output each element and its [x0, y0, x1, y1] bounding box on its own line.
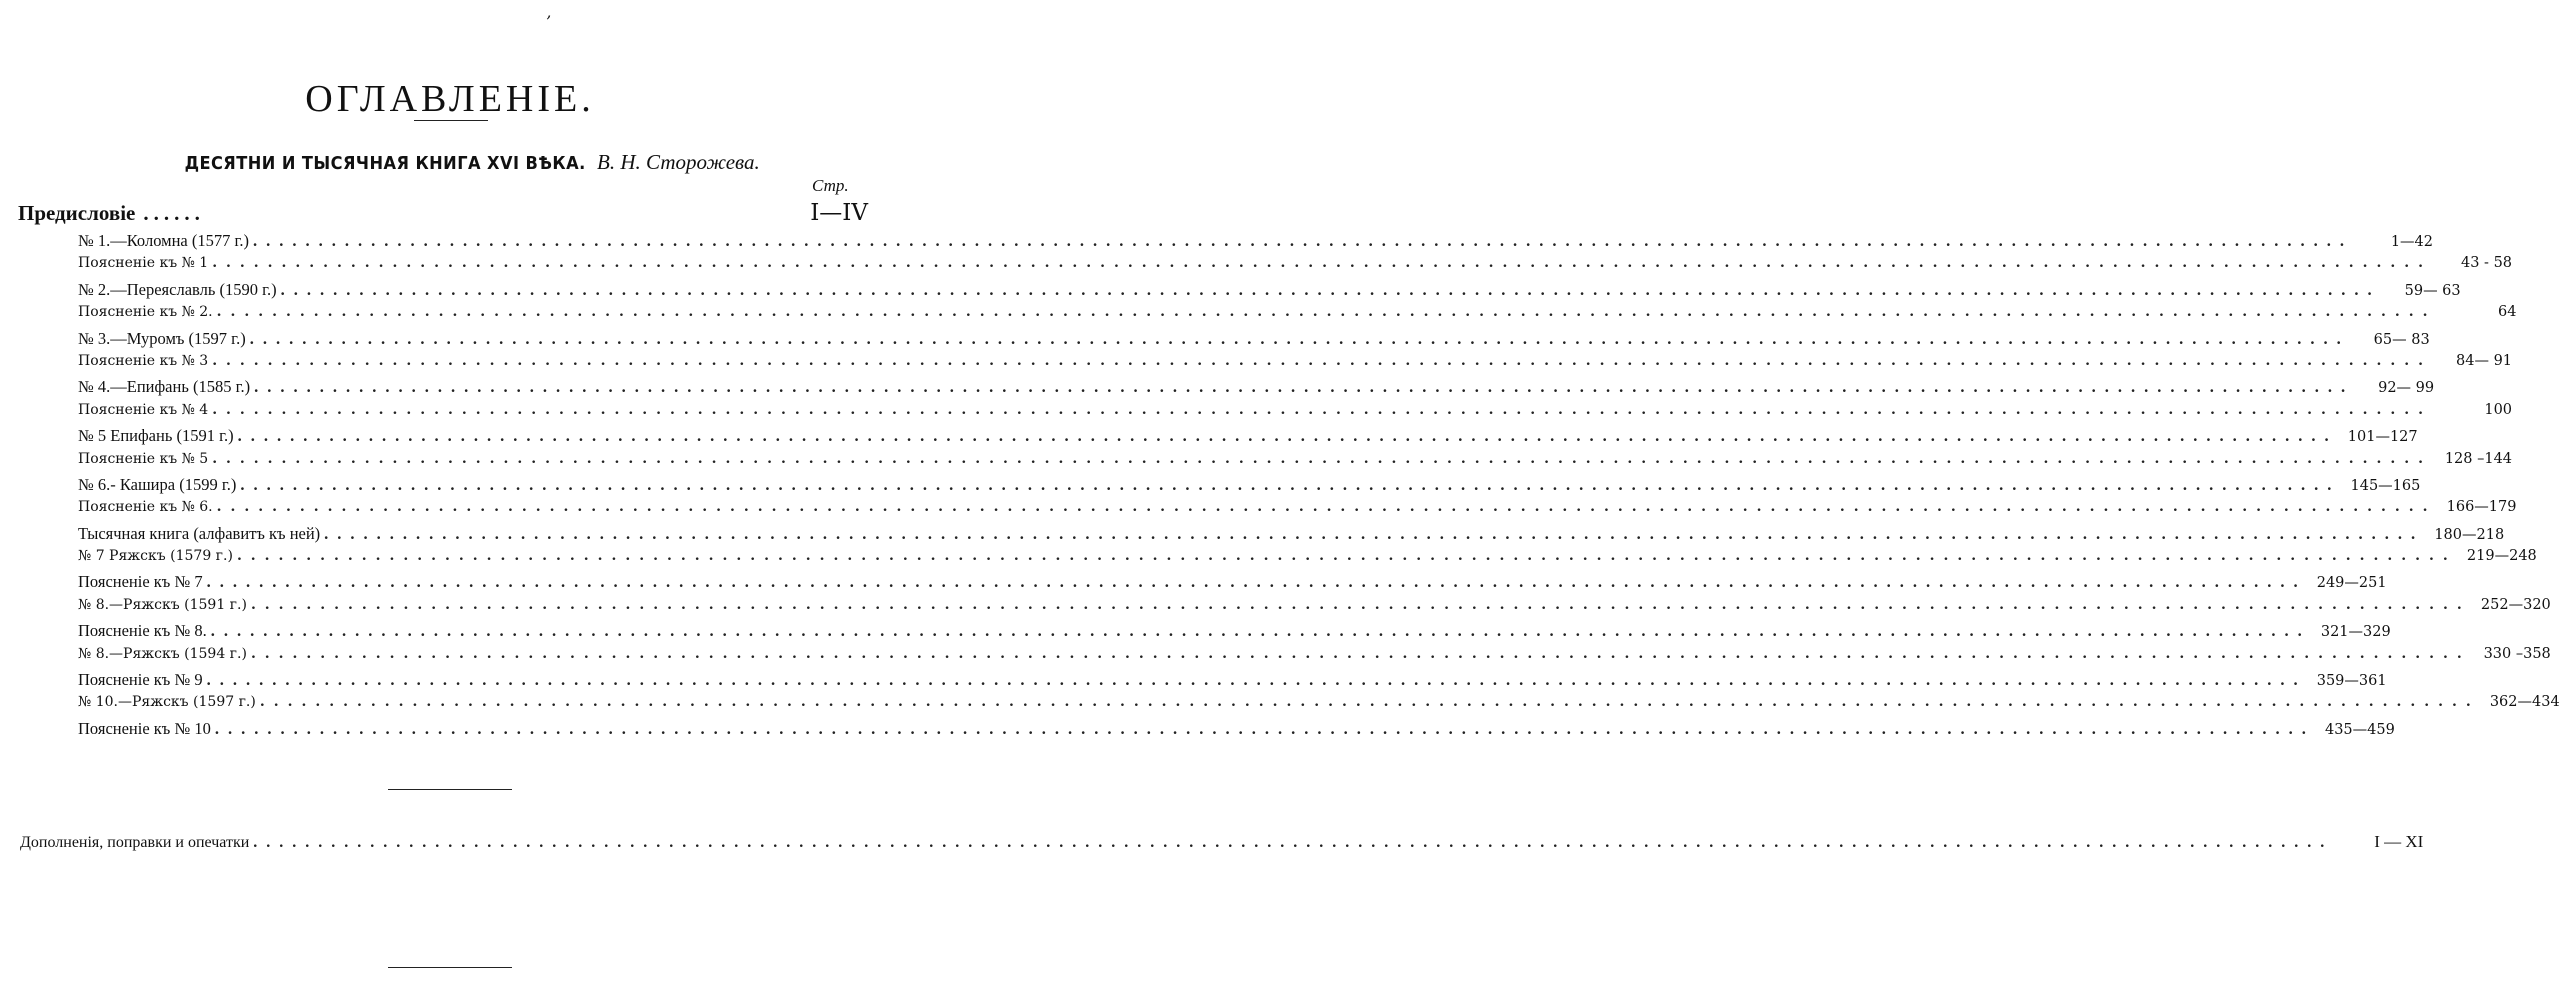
- preface-label: Предисловіе: [18, 201, 136, 225]
- bottom-rule: [388, 967, 512, 968]
- dot-leader: ................................................................................................................................................................: [212, 255, 2433, 272]
- toc-entry: [78, 352, 2513, 377]
- toc-entry: [78, 279, 2461, 304]
- toc-entry: [78, 328, 2430, 353]
- toc-entry: [78, 499, 2517, 523]
- toc-entry-pages: 1—42: [2390, 234, 2433, 250]
- addenda-pages: I — XI: [2374, 832, 2424, 851]
- toc-entry: [78, 450, 2513, 475]
- addenda-row: [20, 832, 2424, 852]
- dot-leader: ................................................................................................................................................................: [259, 694, 2480, 711]
- toc-entry: [78, 231, 2433, 255]
- toc-entry-pages: 330 –358: [2483, 645, 2551, 662]
- toc-entry-pages: 249—251: [2316, 575, 2387, 592]
- toc-entry-label: Поясненіе къ № 2.: [78, 304, 213, 321]
- toc-entry: [78, 304, 2517, 328]
- toc-entry: [78, 523, 2505, 548]
- toc-entry-label: № 10.—Ряжскъ (1597 г.): [78, 694, 256, 711]
- toc-entry-label: Поясненіе къ № 7: [78, 572, 203, 592]
- dot-leader: ................................................................................................................................................................: [250, 596, 2471, 613]
- dot-leader: ................................................................................................................................................................: [280, 279, 2381, 299]
- toc-entry: [78, 621, 2391, 645]
- toc-entry-label: Поясненіе къ № 8.: [78, 621, 207, 641]
- toc-entry-pages: 180—218: [2434, 526, 2505, 543]
- toc-entry: [78, 572, 2387, 596]
- dot-leader: ................................................................................................................................................................: [253, 231, 2353, 250]
- toc-entry: [78, 401, 2513, 426]
- title-rule: [414, 120, 488, 121]
- toc-entry-pages: 219—248: [2466, 548, 2537, 565]
- toc-entry-pages: 43 - 58: [2461, 255, 2513, 272]
- toc-entry-pages: 100: [2484, 401, 2513, 418]
- toc-entry-pages: 59— 63: [2404, 282, 2461, 299]
- toc-entry: [78, 426, 2418, 450]
- dot-leader: ................................................................................................................................................................: [240, 474, 2341, 494]
- toc-entry-pages: 64: [2498, 304, 2517, 321]
- toc-entry-pages: 65— 83: [2373, 331, 2430, 348]
- toc-entry-label: Поясненіе къ № 5: [78, 450, 209, 467]
- toc-entry: [78, 645, 2551, 670]
- dot-leader: ................................................................................................................................................................: [237, 426, 2338, 446]
- toc-entry-pages: 362—434: [2489, 694, 2560, 711]
- dot-leader: ................................................................................................................................................................: [216, 304, 2437, 321]
- printer-mark: ’: [546, 12, 552, 31]
- toc-entry: [78, 255, 2513, 279]
- toc-entry-label: № 2.—Переяславль (1590 г.): [78, 279, 277, 299]
- toc-entry-pages: 166—179: [2446, 499, 2517, 516]
- toc-entry-label: Поясненіе къ № 10: [78, 718, 211, 738]
- toc-entry-pages: 128 –144: [2444, 450, 2513, 467]
- page-column-label: Стр.: [812, 176, 849, 195]
- toc-entry-label: № 8.—Ряжскъ (1591 г.): [78, 596, 247, 613]
- dot-leader: ................................................................................................................................................................: [210, 621, 2311, 641]
- toc-entry-pages: 101—127: [2347, 429, 2418, 446]
- toc-entry-label: № 4.—Епифань (1585 г.): [78, 377, 251, 397]
- toc-entry-pages: 145—165: [2350, 477, 2421, 494]
- toc-list: [78, 231, 2560, 743]
- toc-entry-label: № 5 Епифань (1591 г.): [78, 426, 234, 446]
- toc-entry-pages: 435—459: [2324, 721, 2395, 738]
- section-author: В. Н. Сторожева.: [597, 150, 760, 174]
- dot-leader: ................................................................................................................................................................: [254, 377, 2355, 397]
- addenda-label: Дополненія, поправки и опечатки: [20, 834, 250, 851]
- toc-entry: [78, 377, 2435, 401]
- preface-pages: I—IV: [810, 200, 868, 226]
- dot-leader: ................................................................................................................................................................: [236, 548, 2457, 565]
- preface-row: [18, 200, 868, 228]
- toc-entry: [78, 474, 2421, 499]
- dot-leader: ................................................................................................................................................................: [212, 352, 2433, 369]
- toc-entry-pages: 92— 99: [2378, 380, 2435, 397]
- toc-entry: [78, 718, 2395, 743]
- toc-entry-label: № 1.—Коломна (1577 г.): [78, 231, 249, 250]
- dot-leader: ................................................................................................................................................................: [206, 572, 2307, 592]
- page-title: ОГЛАВЛЕНІЕ.: [305, 78, 595, 121]
- toc-entry: [78, 548, 2537, 572]
- dot-leader: ................................................................................................................................................................: [212, 401, 2433, 418]
- toc-entry-pages: 321—329: [2320, 624, 2391, 641]
- dot-leader: ................................................................................................................................................................: [216, 499, 2437, 516]
- dot-leader: ................................................................................................................................................................: [212, 450, 2433, 467]
- toc-entry-label: Поясненіе къ № 9: [78, 670, 203, 690]
- dot-leader: ................................................................................................................................................................: [253, 834, 2334, 851]
- toc-entry: [78, 694, 2560, 718]
- dot-leader: ................................................................................................................................................................: [249, 328, 2350, 348]
- toc-entry-label: Тысячная книга (алфавитъ къ ней): [78, 523, 321, 543]
- section-divider: [388, 789, 512, 790]
- dot-leader: ......: [143, 201, 205, 225]
- toc-entry-label: № 3.—Муромъ (1597 г.): [78, 328, 246, 348]
- toc-entry-pages: 84— 91: [2456, 352, 2513, 369]
- dot-leader: ................................................................................................................................................................: [250, 645, 2471, 662]
- dot-leader: ................................................................................................................................................................: [214, 718, 2315, 738]
- toc-entry-label: Поясненіе къ № 3: [78, 352, 209, 369]
- toc-entry-label: Поясненіе къ № 4: [78, 401, 209, 418]
- toc-entry-label: № 8.—Ряжскъ (1594 г.): [78, 645, 247, 662]
- toc-entry-pages: 252—320: [2480, 596, 2551, 613]
- dot-leader: ................................................................................................................................................................: [206, 670, 2307, 690]
- section-heading: [0, 150, 900, 175]
- toc-entry-pages: 359—361: [2316, 673, 2387, 690]
- toc-entry-label: № 6.- Кашира (1599 г.): [78, 474, 237, 494]
- toc-entry: [78, 670, 2387, 694]
- toc-entry-label: № 7 Ряжскъ (1579 г.): [78, 548, 233, 565]
- section-title: ДЕСЯТНИ И ТЫСЯЧНАЯ КНИГА XVI ВѢКА.: [184, 153, 586, 174]
- dot-leader: ................................................................................................................................................................: [324, 523, 2425, 543]
- toc-entry: [78, 596, 2551, 621]
- toc-entry-label: Поясненіе къ № 6.: [78, 499, 213, 516]
- toc-entry-label: Поясненіе къ № 1: [78, 255, 209, 272]
